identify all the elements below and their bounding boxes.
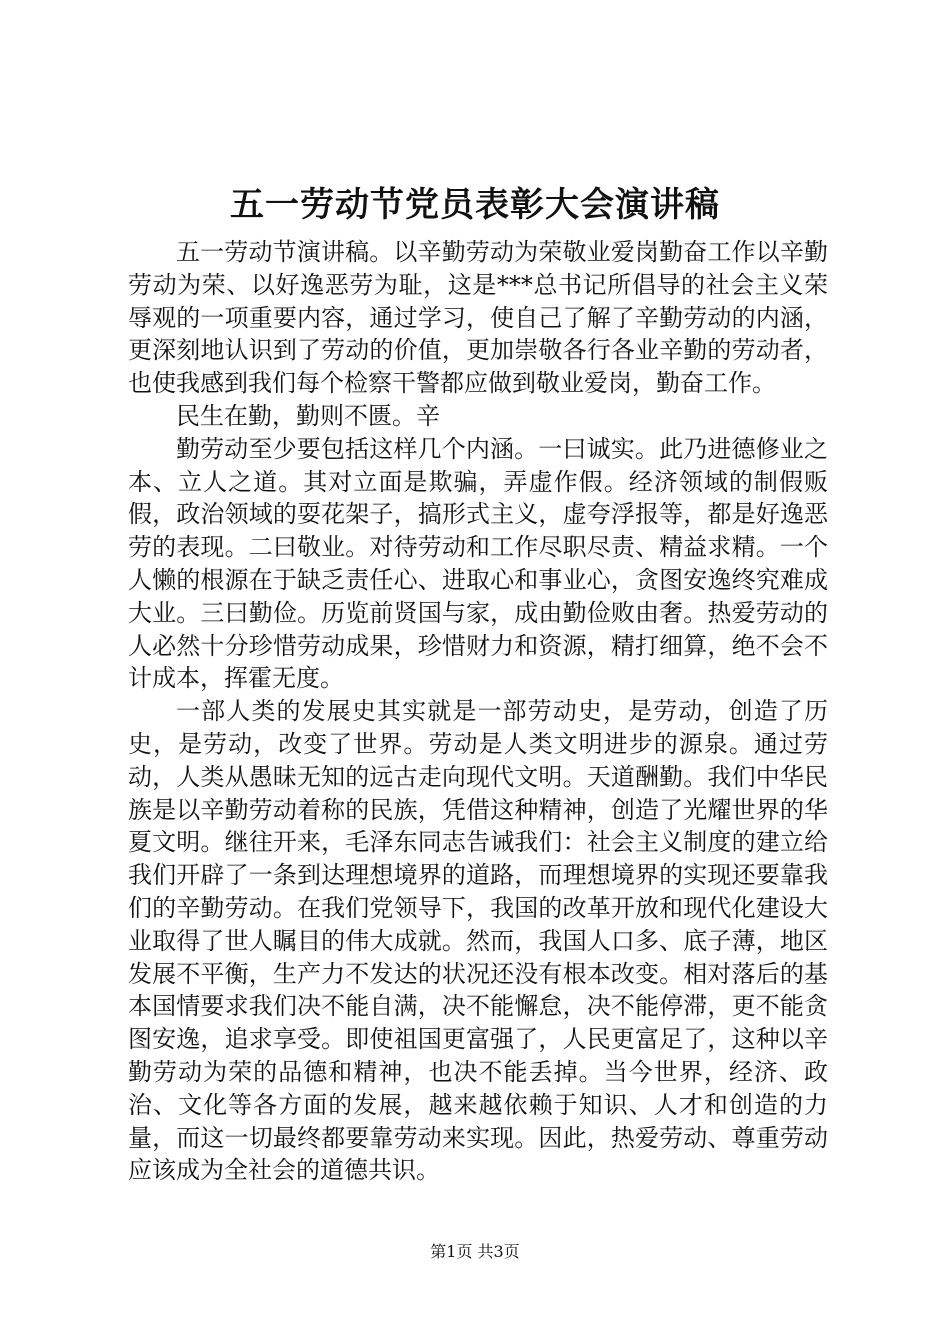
paragraph-intro: 五一劳动节演讲稿。以辛勤劳动为荣敬业爱岗勤奋工作以辛勤劳动为荣、以好逸恶劳为耻，这是***总书记所倡导的社会主义荣辱观的一项重要内容，通过学习，使自己了解了辛勤劳动的内涵，更深刻地认识到了劳动的价值，更加崇敬各行各业辛勤的劳动者，也使我感到我们每个检察干警都应做到敬业爱岗，勤奋工作。: [128, 238, 828, 398]
document-title: 五一劳动节党员表彰大会演讲稿: [230, 185, 720, 225]
page-number-footer: 第1页 共3页: [430, 1242, 520, 1261]
paragraph-history: 一部人类的发展史其实就是一部劳动史，是劳动，创造了历史，是劳动，改变了世界。劳动是人类文明进步的源泉。通过劳动，人类从愚昧无知的远古走向现代文明。天道酬勤。我们中华民族是以辛勤劳动着称的民族，凭借这种精神，创造了光耀世界的华夏文明。继往开来，毛泽东同志告诫我们：社会主义制度的建立给我们开辟了一条到达理想境界的道路，而理想境界的实现还要靠我们的辛勤劳动。在我们党领导下，我国的改革开放和现代化建设大业取得了世人瞩目的伟大成就。然而，我国人口多、底子薄，地区发展不平衡，生产力不发达的状况还没有根本改变。相对落后的基本国情要求我们决不能自满，决不能懈怠，决不能停滞，更不能贪图安逸，追求享受。即使祖国更富强了，人民更富足了，这种以辛勤劳动为荣的品德和精神，也决不能丢掉。当今世界，经济、政治、文化等各方面的发展，越来越依赖于知识、人才和创造的力量，而这一切最终都要靠劳动来实现。因此，热爱劳动、尊重劳动应该成为全社会的道德共识。: [128, 697, 828, 1185]
document-body: [128, 236, 828, 1187]
paragraph-short: 民生在勤，勤则不匮。辛: [176, 401, 440, 430]
paragraph-meanings: 勤劳动至少要包括这样几个内涵。一曰诚实。此乃进德修业之本、立人之道。其对立面是欺骗，弄虚作假。经济领域的制假贩假，政治领域的耍花架子，搞形式主义，虚夸浮报等，都是好逸恶劳的表现。二曰敬业。对待劳动和工作尽职尽责、精益求精。一个人懒的根源在于缺乏责任心、进取心和事业心，贪图安逸终究难成大业。三曰勤俭。历览前贤国与家，成由勤俭败由奢。热爱劳动的人必然十分珍惜劳动成果，珍惜财力和资源，精打细算，绝不会不计成本，挥霍无度。: [128, 434, 828, 693]
